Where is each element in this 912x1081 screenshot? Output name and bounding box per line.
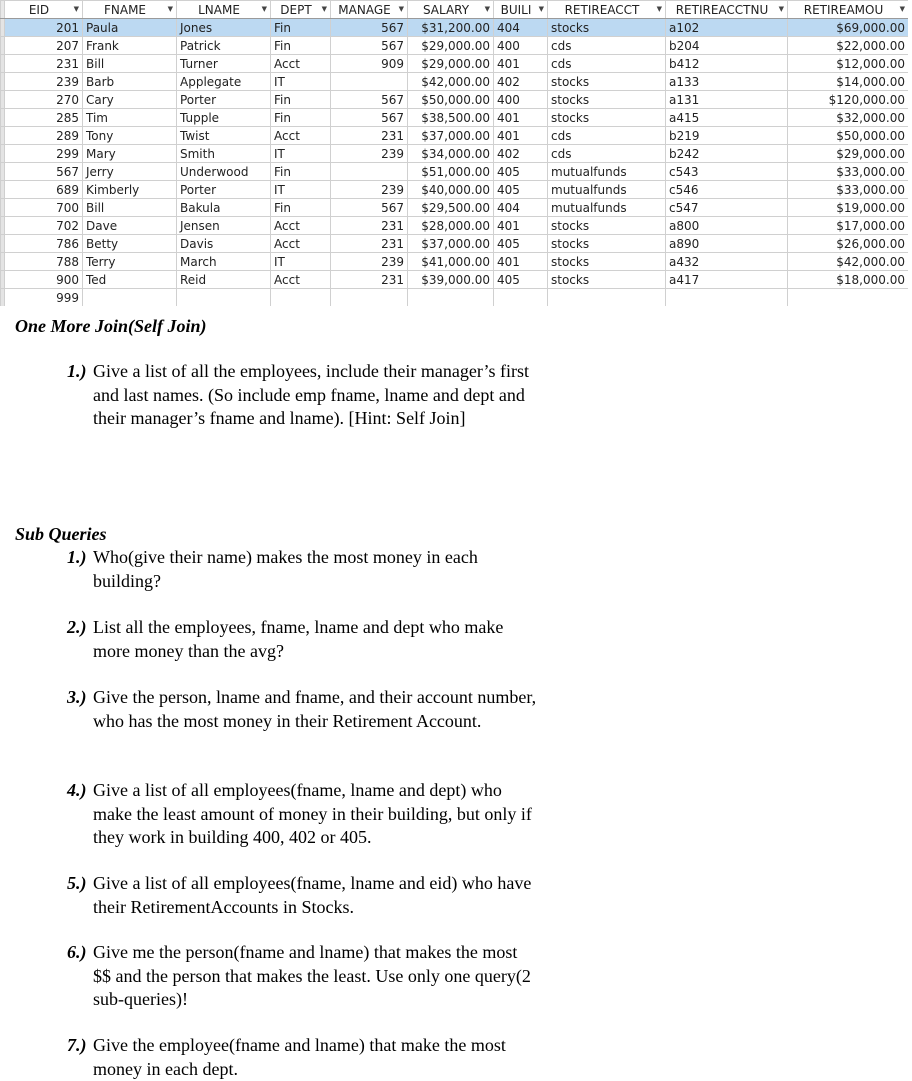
cell-salary[interactable]: $29,000.00: [408, 55, 494, 73]
cell-manager[interactable]: [331, 73, 408, 91]
filter-dropdown-icon[interactable]: ▼: [167, 5, 173, 13]
cell-lname[interactable]: March: [177, 253, 271, 271]
cell-eid[interactable]: 700: [5, 199, 83, 217]
cell-manager[interactable]: 909: [331, 55, 408, 73]
cell-retireacctnum[interactable]: b204: [666, 37, 788, 55]
cell-manager[interactable]: 567: [331, 199, 408, 217]
column-header-label: FNAME: [103, 2, 147, 17]
cell-retireacctnum[interactable]: b412: [666, 55, 788, 73]
sub-queries-heading: Sub Queries: [15, 524, 107, 544]
cell-fname[interactable]: Mary: [83, 145, 177, 163]
cell-fname[interactable]: Paula: [83, 19, 177, 37]
column-header-label: BUILI: [500, 2, 532, 17]
cell-retireamount[interactable]: $17,000.00: [788, 217, 909, 235]
cell-fname[interactable]: Barb: [83, 73, 177, 91]
subquery-question-2: [67, 616, 539, 663]
filter-dropdown-icon[interactable]: ▼: [656, 5, 662, 13]
cell-building[interactable]: 405: [494, 181, 548, 199]
question-text: Give the person, lname and fname, and their account number, who has the most money in their Retirement Account.: [93, 687, 537, 731]
column-header-label: RETIREACCTNU: [675, 2, 769, 17]
column-header-row: [1, 1, 909, 19]
cell-building[interactable]: 401: [494, 55, 548, 73]
cell-retireamount[interactable]: $19,000.00: [788, 199, 909, 217]
cell-dept[interactable]: Acct: [271, 55, 331, 73]
cell-dept[interactable]: Fin: [271, 19, 331, 37]
cell-dept[interactable]: Fin: [271, 109, 331, 127]
cell-fname[interactable]: Ted: [83, 271, 177, 289]
cell-retireacctnum[interactable]: a800: [666, 217, 788, 235]
column-header-label: LNAME: [198, 2, 240, 17]
cell-retireacct[interactable]: cds: [548, 37, 666, 55]
cell-eid[interactable]: 299: [5, 145, 83, 163]
cell-retireacct[interactable]: stocks: [548, 253, 666, 271]
subquery-question-5: [67, 872, 539, 919]
column-header-retireacctnum[interactable]: [666, 1, 788, 19]
question-number: 4.): [67, 780, 87, 800]
cell-lname[interactable]: Patrick: [177, 37, 271, 55]
cell-retireacct[interactable]: mutualfunds: [548, 181, 666, 199]
cell-lname[interactable]: Bakula: [177, 199, 271, 217]
cell-eid[interactable]: 689: [5, 181, 83, 199]
cell-manager[interactable]: 567: [331, 37, 408, 55]
cell-retireacctnum[interactable]: c546: [666, 181, 788, 199]
cell-retireacctnum[interactable]: c547: [666, 199, 788, 217]
cell-lname[interactable]: Reid: [177, 271, 271, 289]
cell-fname[interactable]: Bill: [83, 199, 177, 217]
cell-salary[interactable]: $37,000.00: [408, 235, 494, 253]
question-number: 2.): [67, 617, 87, 637]
cell-retireacctnum[interactable]: a432: [666, 253, 788, 271]
cell-fname[interactable]: Cary: [83, 91, 177, 109]
cell-fname[interactable]: Tim: [83, 109, 177, 127]
table-row[interactable]: [1, 37, 909, 55]
cell-manager[interactable]: 231: [331, 217, 408, 235]
cell-retireamount[interactable]: $69,000.00: [788, 19, 909, 37]
cell-lname[interactable]: Twist: [177, 127, 271, 145]
cell-eid[interactable]: 201: [5, 19, 83, 37]
cell-retireacct[interactable]: stocks: [548, 217, 666, 235]
cell-lname[interactable]: Underwood: [177, 163, 271, 181]
cell-lname[interactable]: Applegate: [177, 73, 271, 91]
cell-manager[interactable]: 239: [331, 145, 408, 163]
cell-eid[interactable]: 702: [5, 217, 83, 235]
cell-fname[interactable]: Terry: [83, 253, 177, 271]
column-header-label: MANAGE: [338, 2, 391, 17]
cell-dept[interactable]: IT: [271, 181, 331, 199]
cell-salary[interactable]: $28,000.00: [408, 217, 494, 235]
cell-building[interactable]: 401: [494, 253, 548, 271]
cell-eid[interactable]: 270: [5, 91, 83, 109]
column-header-dept[interactable]: [271, 1, 331, 19]
cell-fname[interactable]: [83, 289, 177, 307]
table-row[interactable]: [1, 199, 909, 217]
self-join-question-1: [67, 360, 539, 431]
cell-manager[interactable]: 567: [331, 109, 408, 127]
question-number: 1.): [67, 547, 87, 567]
cell-eid[interactable]: 786: [5, 235, 83, 253]
cell-retireacctnum[interactable]: c543: [666, 163, 788, 181]
column-header-eid[interactable]: [5, 1, 83, 19]
cell-eid[interactable]: 567: [5, 163, 83, 181]
cell-manager[interactable]: 231: [331, 235, 408, 253]
table-row[interactable]: [1, 145, 909, 163]
cell-fname[interactable]: Bill: [83, 55, 177, 73]
table-row[interactable]: [1, 253, 909, 271]
cell-salary[interactable]: $38,500.00: [408, 109, 494, 127]
cell-dept[interactable]: IT: [271, 253, 331, 271]
cell-salary[interactable]: $39,000.00: [408, 271, 494, 289]
column-header-retireacct[interactable]: [548, 1, 666, 19]
table-row[interactable]: [1, 217, 909, 235]
cell-building[interactable]: 401: [494, 109, 548, 127]
question-number: 5.): [67, 873, 87, 893]
cell-building[interactable]: 400: [494, 91, 548, 109]
cell-retireamount[interactable]: $22,000.00: [788, 37, 909, 55]
cell-manager[interactable]: 231: [331, 271, 408, 289]
cell-dept[interactable]: Acct: [271, 235, 331, 253]
column-header-manager[interactable]: [331, 1, 408, 19]
cell-manager[interactable]: 239: [331, 181, 408, 199]
cell-retireacct[interactable]: stocks: [548, 91, 666, 109]
cell-manager[interactable]: 567: [331, 91, 408, 109]
table-row[interactable]: [1, 109, 909, 127]
question-text: Give me the person(fname and lname) that makes the most $$ and the person that makes the least. Use only one query(2 sub-queries)!: [93, 942, 531, 1009]
table-row[interactable]: [1, 271, 909, 289]
table-row[interactable]: [1, 127, 909, 145]
cell-retireamount[interactable]: $26,000.00: [788, 235, 909, 253]
cell-salary[interactable]: $31,200.00: [408, 19, 494, 37]
cell-eid[interactable]: 289: [5, 127, 83, 145]
cell-retireacct[interactable]: stocks: [548, 271, 666, 289]
cell-salary[interactable]: $42,000.00: [408, 73, 494, 91]
cell-salary[interactable]: $50,000.00: [408, 91, 494, 109]
cell-retireacct[interactable]: cds: [548, 55, 666, 73]
column-header-salary[interactable]: [408, 1, 494, 19]
cell-retireacct[interactable]: mutualfunds: [548, 199, 666, 217]
cell-eid[interactable]: 900: [5, 271, 83, 289]
cell-lname[interactable]: Porter: [177, 91, 271, 109]
cell-eid[interactable]: 788: [5, 253, 83, 271]
cell-eid[interactable]: 207: [5, 37, 83, 55]
cell-retireacctnum[interactable]: a417: [666, 271, 788, 289]
cell-retireacctnum[interactable]: a415: [666, 109, 788, 127]
cell-retireacct[interactable]: [548, 289, 666, 307]
cell-retireamount[interactable]: $32,000.00: [788, 109, 909, 127]
question-text: List all the employees, fname, lname and dept who make more money than the avg?: [93, 617, 504, 661]
cell-eid[interactable]: 239: [5, 73, 83, 91]
filter-dropdown-icon[interactable]: ▼: [73, 5, 79, 13]
question-text: Give the employee(fname and lname) that make the most money in each dept.: [93, 1035, 506, 1079]
subquery-question-6: [67, 941, 539, 1012]
question-text: Give a list of all the employees, include their manager’s first and last names. (So include emp fname, lname and dept and their manager’s fname and lname). [Hint: Self Join]: [93, 361, 530, 428]
column-header-label: DEPT: [280, 2, 312, 17]
subquery-question-4: [67, 779, 539, 850]
cell-eid[interactable]: 999: [5, 289, 83, 307]
cell-salary[interactable]: $51,000.00: [408, 163, 494, 181]
cell-manager[interactable]: 239: [331, 253, 408, 271]
question-number: 1.): [67, 361, 87, 381]
cell-fname[interactable]: Tony: [83, 127, 177, 145]
cell-retireacct[interactable]: stocks: [548, 73, 666, 91]
cell-retireamount[interactable]: $33,000.00: [788, 181, 909, 199]
cell-dept[interactable]: [271, 289, 331, 307]
cell-eid[interactable]: 285: [5, 109, 83, 127]
cell-retireacct[interactable]: stocks: [548, 19, 666, 37]
table-row[interactable]: [1, 181, 909, 199]
column-header-label: RETIREACCT: [564, 2, 640, 17]
cell-salary[interactable]: [408, 289, 494, 307]
cell-fname[interactable]: Betty: [83, 235, 177, 253]
column-header-label: EID: [28, 2, 50, 17]
column-header-lname[interactable]: [177, 1, 271, 19]
cell-retireacctnum[interactable]: [666, 289, 788, 307]
filter-dropdown-icon[interactable]: ▼: [538, 5, 544, 13]
cell-building[interactable]: 401: [494, 217, 548, 235]
cell-fname[interactable]: Jerry: [83, 163, 177, 181]
cell-lname[interactable]: [177, 289, 271, 307]
table-row[interactable]: [1, 73, 909, 91]
cell-building[interactable]: 401: [494, 127, 548, 145]
table-row[interactable]: [1, 289, 909, 307]
column-header-retireamount[interactable]: [788, 1, 909, 19]
cell-salary[interactable]: $37,000.00: [408, 127, 494, 145]
cell-retireamount[interactable]: $42,000.00: [788, 253, 909, 271]
cell-retireacctnum[interactable]: a133: [666, 73, 788, 91]
cell-manager[interactable]: [331, 289, 408, 307]
cell-retireamount[interactable]: $12,000.00: [788, 55, 909, 73]
cell-building[interactable]: 404: [494, 199, 548, 217]
datasheet-body: [1, 19, 909, 307]
cell-retireacct[interactable]: cds: [548, 145, 666, 163]
cell-dept[interactable]: Acct: [271, 271, 331, 289]
employee-datasheet: [0, 0, 908, 306]
cell-dept[interactable]: Fin: [271, 199, 331, 217]
cell-dept[interactable]: Fin: [271, 163, 331, 181]
cell-building[interactable]: 405: [494, 163, 548, 181]
cell-fname[interactable]: Frank: [83, 37, 177, 55]
cell-lname[interactable]: Smith: [177, 145, 271, 163]
cell-building[interactable]: [494, 289, 548, 307]
cell-retireamount[interactable]: $29,000.00: [788, 145, 909, 163]
subquery-question-7: [67, 1034, 539, 1081]
cell-building[interactable]: 405: [494, 235, 548, 253]
cell-dept[interactable]: Fin: [271, 91, 331, 109]
cell-dept[interactable]: Acct: [271, 127, 331, 145]
cell-retireamount[interactable]: $50,000.00: [788, 127, 909, 145]
cell-salary[interactable]: $34,000.00: [408, 145, 494, 163]
column-header-label: RETIREAMOU: [803, 2, 884, 17]
self-join-heading: One More Join(Self Join): [15, 316, 207, 336]
table-row[interactable]: [1, 91, 909, 109]
column-header-label: SALARY: [422, 2, 470, 17]
cell-manager[interactable]: [331, 163, 408, 181]
cell-retireamount[interactable]: [788, 289, 909, 307]
table-row[interactable]: [1, 163, 909, 181]
question-number: 3.): [67, 687, 87, 707]
column-header-fname[interactable]: [83, 1, 177, 19]
question-text: Give a list of all employees(fname, lname and dept) who make the least amount of money in their building, but only if they work in building 400, 402 or 405.: [93, 780, 532, 847]
question-number: 6.): [67, 942, 87, 962]
cell-lname[interactable]: Porter: [177, 181, 271, 199]
question-text: Give a list of all employees(fname, lname and eid) who have their RetirementAccounts in Stocks.: [93, 873, 532, 917]
cell-retireacct[interactable]: mutualfunds: [548, 163, 666, 181]
table-row[interactable]: [1, 55, 909, 73]
cell-retireacctnum[interactable]: b242: [666, 145, 788, 163]
cell-salary[interactable]: $29,000.00: [408, 37, 494, 55]
question-text: Who(give their name) makes the most money in each building?: [93, 547, 478, 591]
cell-lname[interactable]: Jensen: [177, 217, 271, 235]
cell-retireamount[interactable]: $33,000.00: [788, 163, 909, 181]
cell-building[interactable]: 405: [494, 271, 548, 289]
cell-dept[interactable]: IT: [271, 73, 331, 91]
cell-lname[interactable]: Tupple: [177, 109, 271, 127]
cell-building[interactable]: 400: [494, 37, 548, 55]
cell-retireacctnum[interactable]: a890: [666, 235, 788, 253]
filter-dropdown-icon[interactable]: ▼: [899, 5, 905, 13]
cell-building[interactable]: 402: [494, 73, 548, 91]
cell-retireacct[interactable]: stocks: [548, 235, 666, 253]
question-number: 7.): [67, 1035, 87, 1055]
cell-lname[interactable]: Davis: [177, 235, 271, 253]
cell-retireacct[interactable]: cds: [548, 127, 666, 145]
cell-fname[interactable]: Dave: [83, 217, 177, 235]
filter-dropdown-icon[interactable]: ▼: [484, 5, 490, 13]
cell-salary[interactable]: $29,500.00: [408, 199, 494, 217]
cell-retireamount[interactable]: $14,000.00: [788, 73, 909, 91]
cell-building[interactable]: 402: [494, 145, 548, 163]
cell-salary[interactable]: $41,000.00: [408, 253, 494, 271]
cell-eid[interactable]: 231: [5, 55, 83, 73]
cell-dept[interactable]: IT: [271, 145, 331, 163]
subquery-question-3: [67, 686, 539, 733]
cell-lname[interactable]: Jones: [177, 19, 271, 37]
cell-retireacctnum[interactable]: a131: [666, 91, 788, 109]
table-row[interactable]: [1, 19, 909, 37]
cell-building[interactable]: 404: [494, 19, 548, 37]
cell-retireacctnum[interactable]: a102: [666, 19, 788, 37]
cell-retireamount[interactable]: $18,000.00: [788, 271, 909, 289]
cell-retireacct[interactable]: stocks: [548, 109, 666, 127]
cell-retireamount[interactable]: $120,000.00: [788, 91, 909, 109]
cell-manager[interactable]: 231: [331, 127, 408, 145]
subquery-question-1: [67, 546, 539, 593]
cell-lname[interactable]: Turner: [177, 55, 271, 73]
filter-dropdown-icon[interactable]: ▼: [321, 5, 327, 13]
table-row[interactable]: [1, 235, 909, 253]
cell-dept[interactable]: Fin: [271, 37, 331, 55]
filter-dropdown-icon[interactable]: ▼: [778, 5, 784, 13]
cell-manager[interactable]: 567: [331, 19, 408, 37]
cell-salary[interactable]: $40,000.00: [408, 181, 494, 199]
cell-fname[interactable]: Kimberly: [83, 181, 177, 199]
cell-retireacctnum[interactable]: b219: [666, 127, 788, 145]
filter-dropdown-icon[interactable]: ▼: [261, 5, 267, 13]
filter-dropdown-icon[interactable]: ▼: [398, 5, 404, 13]
column-header-building[interactable]: [494, 1, 548, 19]
cell-dept[interactable]: Acct: [271, 217, 331, 235]
